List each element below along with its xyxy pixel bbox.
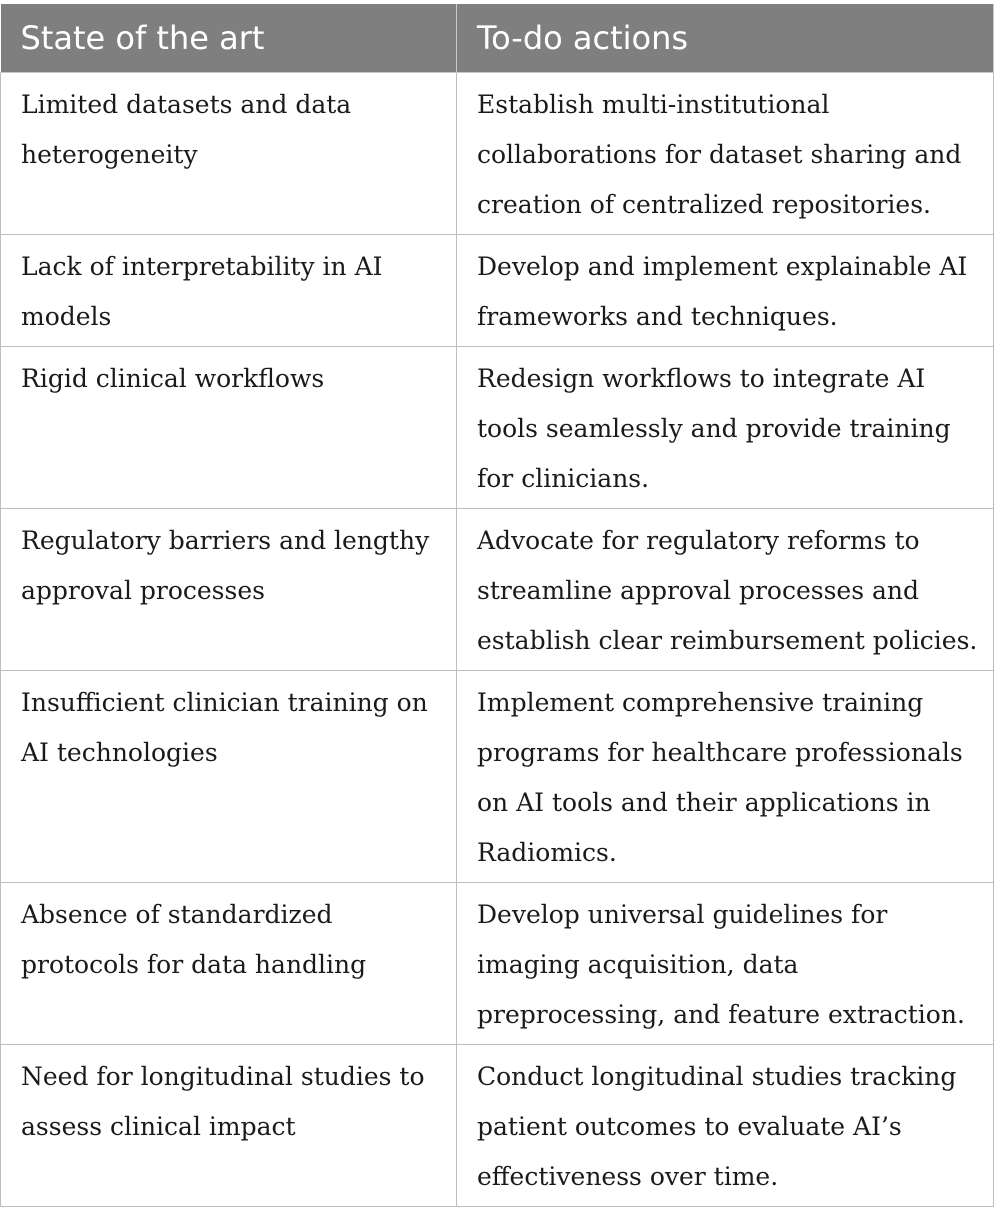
table-row (1, 234, 994, 346)
header-to-do-actions: To-do actions (457, 4, 994, 72)
state-cell: Absence of standardized protocols for data handling (1, 882, 457, 1044)
table-row (1, 882, 994, 1044)
state-cell: Lack of interpretability in AI models (1, 234, 457, 346)
state-cell: Insufficient clinician training on AI technologies (1, 670, 457, 882)
action-cell: Redesign workflows to integrate AI tools seamlessly and provide training for clinicians. (457, 346, 994, 508)
table-row (1, 72, 994, 234)
state-cell: Regulatory barriers and lengthy approval processes (1, 508, 457, 670)
action-cell: Establish multi-institutional collaborations for dataset sharing and creation of centralized repositories. (457, 72, 994, 234)
state-cell: Limited datasets and data heterogeneity (1, 72, 457, 234)
action-cell: Develop universal guidelines for imaging acquisition, data preprocessing, and feature extraction. (457, 882, 994, 1044)
action-cell: Develop and implement explainable AI frameworks and techniques. (457, 234, 994, 346)
table-row (1, 1044, 994, 1206)
table-row (1, 670, 994, 882)
challenges-table (0, 4, 994, 1207)
action-cell: Implement comprehensive training programs for healthcare professionals on AI tools and their applications in Radiomics. (457, 670, 994, 882)
table-row (1, 346, 994, 508)
header-state-of-the-art: State of the art (1, 4, 457, 72)
table-row (1, 508, 994, 670)
state-cell: Rigid clinical workflows (1, 346, 457, 508)
table-header-row (1, 4, 994, 72)
action-cell: Advocate for regulatory reforms to streamline approval processes and establish clear reimbursement policies. (457, 508, 994, 670)
state-cell: Need for longitudinal studies to assess clinical impact (1, 1044, 457, 1206)
action-cell: Conduct longitudinal studies tracking patient outcomes to evaluate AI’s effectiveness over time. (457, 1044, 994, 1206)
